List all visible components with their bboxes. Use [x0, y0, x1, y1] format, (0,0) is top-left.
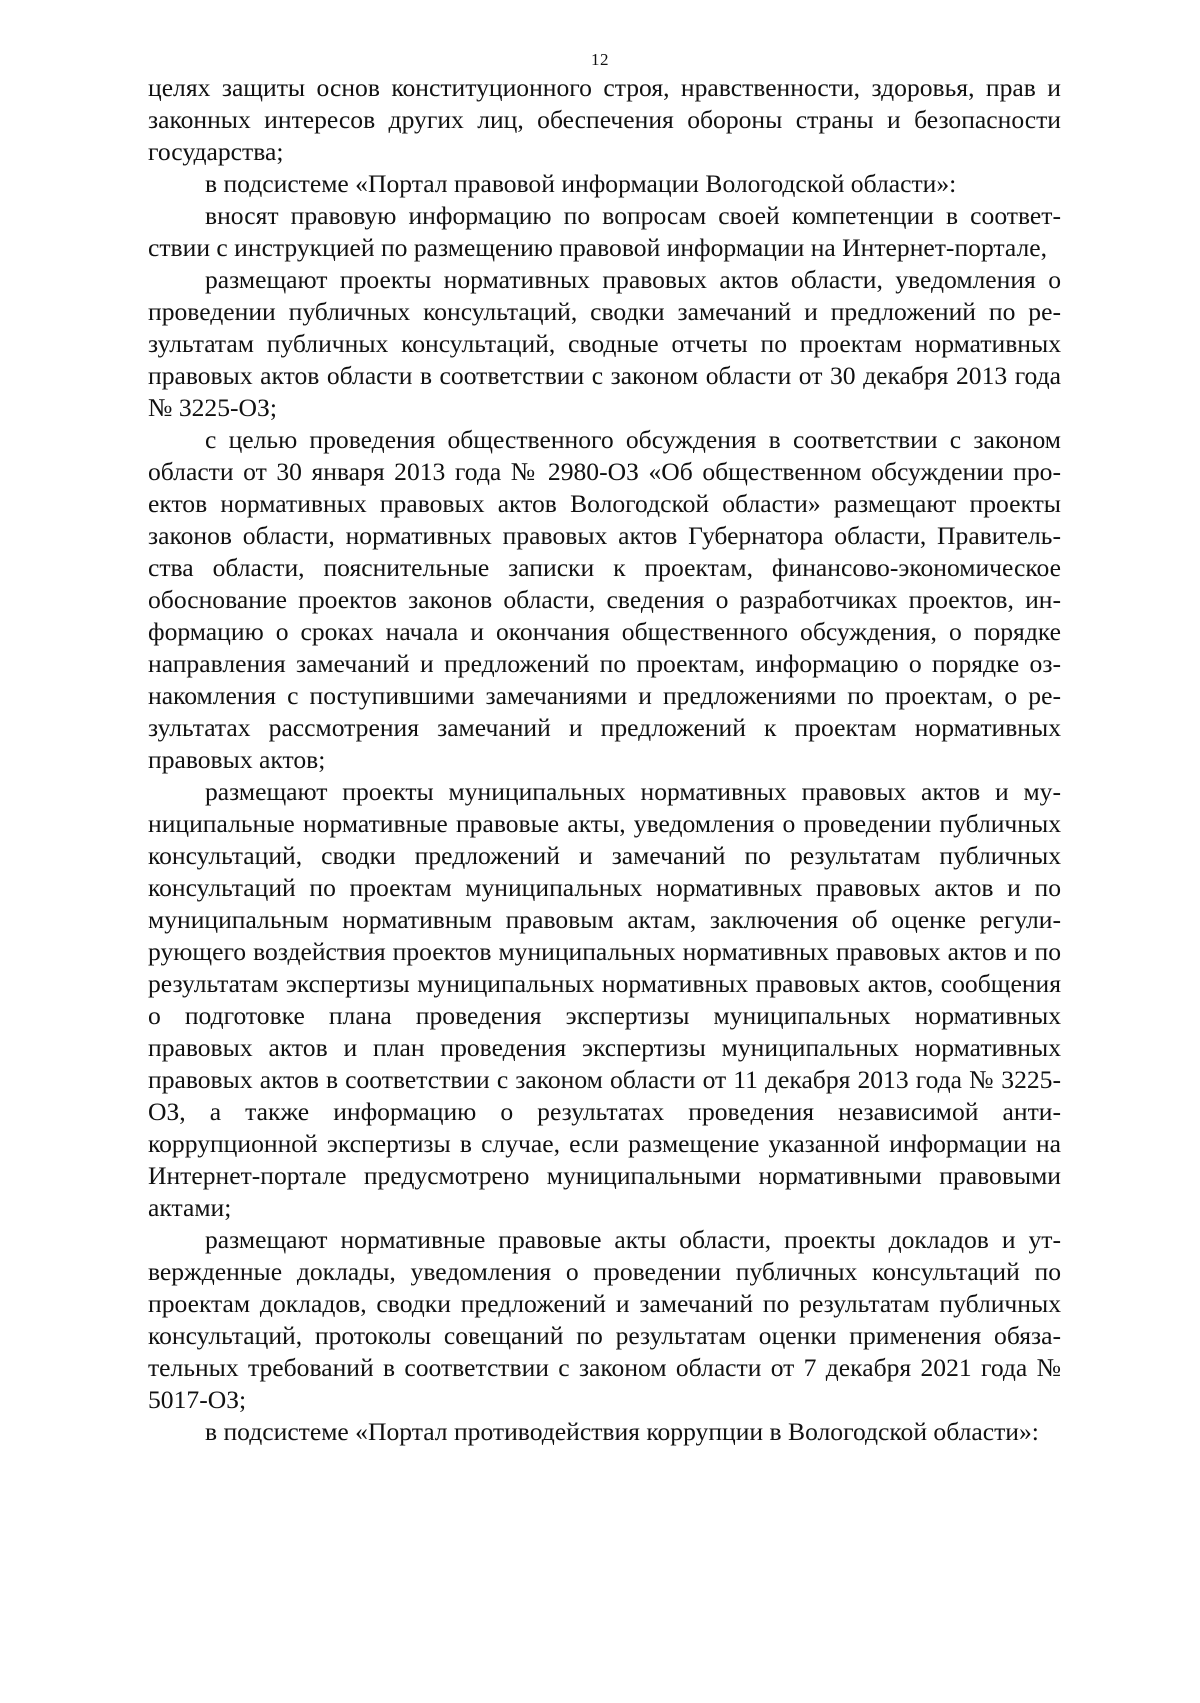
paragraph: размещают проекты муниципальных нормативных правовых актов и муниципальные нормативные правовые акты, уведомления о проведении публичных консультаций, сводки предложений и замечаний по результатам публичных консультаций по проектам муниципальных нормативных правовых актов и по муниципальным нормативным правовым актам, заключения об оценке регулирующего воздействия проектов муниципальных нормативных правовых актов и по результатам экспертизы муниципальных нормативных правовых актов, сообщения о подготовке плана проведения экспертизы муниципальных нормативных правовых актов и план проведения экспертизы муниципальных нормативных правовых актов в соответствии с законом области от 11 декабря 2013 года № 3225-ОЗ, а также информацию о результатах проведения независимой антикоррупционной экспертизы в случае, если размещение указанной информации на Интернет-портале предусмотрено муниципальными нормативными правовыми актами; — [148, 777, 1061, 1222]
paragraph: целях защиты основ конституционного строя, нравственности, здоровья, прав и законных интересов других лиц, обеспечения обороны страны и безопасности государства; — [148, 73, 1061, 166]
paragraph: в подсистеме «Портал противодействия коррупции в Вологодской области»: — [205, 1417, 1039, 1446]
document-body — [148, 72, 1061, 1448]
paragraph: вносят правовую информацию по вопросам своей компетенции в соответствии с инструкцией по размещению правовой информации на Интернет-портале, — [148, 201, 1061, 262]
paragraph: размещают нормативные правовые акты области, проекты докладов и утвержденные доклады, уведомления о проведении публичных консультаций по проектам докладов, сводки предложений и замечаний по результатам публичных консультаций, протоколы совещаний по результатам оценки применения обязательных требований в соответствии с законом области от 7 декабря 2021 года № 5017-ОЗ; — [148, 1225, 1061, 1414]
paragraph: в подсистеме «Портал правовой информации Вологодской области»: — [205, 169, 957, 198]
page-number: 12 — [591, 50, 609, 69]
paragraph: размещают проекты нормативных правовых актов области, уведомления о проведении публичных консультаций, сводки замечаний и предложений по результатам публичных консультаций, сводные отчеты по проектам нормативных правовых актов области в соответствии с законом области от 30 декабря 2013 года № 3225-ОЗ; — [148, 265, 1061, 422]
paragraph: с целью проведения общественного обсуждения в соответствии с законом области от 30 января 2013 года № 2980-ОЗ «Об общественном обсуждении проектов нормативных правовых актов Вологодской области» размещают проекты законов области, нормативных правовых актов Губернатора области, Правительства области, пояснительные записки к проектам, финансово-экономическое обоснование проектов законов области, сведения о разработчиках проектов, информацию о сроках начала и окончания общественного обсуждения, о порядке направления замечаний и предложений по проектам, информацию о порядке ознакомления с поступившими замечаниями и предложениями по проектам, о результатах рассмотрения замечаний и предложений к проектам нормативных правовых актов; — [148, 425, 1061, 774]
